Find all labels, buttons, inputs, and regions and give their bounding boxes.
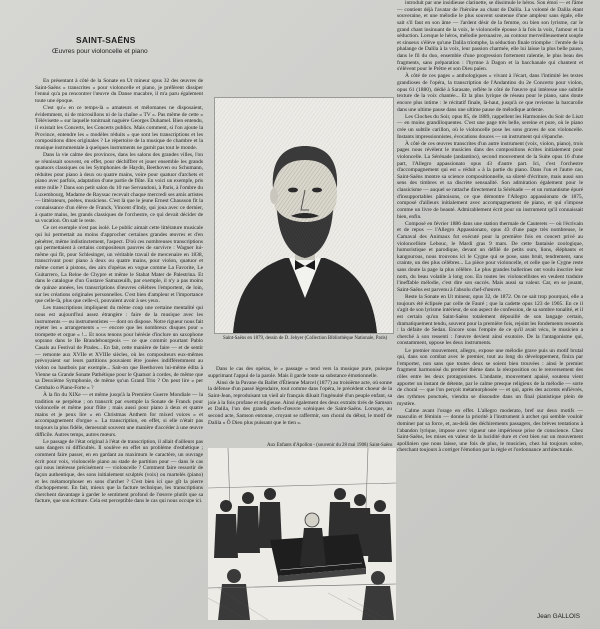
- left-text-column: [35, 78, 203, 618]
- paragraph: Dans la vie calme des provinces, dans les salons des grandes villes, l'on se réunissait souvent, en effet, pour déchiffrer et jouer ensemble les grands quatuors classiques ou les Symphonies de Haydn, Beethoven ou Schumann, réduites pour piano à deux ou quatre mains, voire pour quatuor d'archets et piano avec parfois, adaptation d'une partie de flûte. En voici un exemple, pris entre mille ? Dans son petit salon du 10 rue Servandoni, à Paris, à l'ombre du Luxembourg, Madame de Rayssac recevait chaque mercredi ses amis artistes — littérateurs, poètes, musiciens. C'est là que le jeune Ernest Chausson fit la connaissance d'un élève de Franck, Vincent d'Indy, qui joua avec ce dernier, à quatre mains, les grands classiques de l'orchestre, ce qui devait décider de sa vocation. On sait le reste.: [35, 151, 203, 225]
- salon-scene-illustration: [208, 448, 396, 620]
- paragraph: Ce cet exemple n'est pas isolé. Le public aimait cette littérature musicale qui lui permettait au moins d'approcher certaines grandes œuvres et d'en pénétrer, même indistinctement, l'aspect. D'où ces nombreuses transcriptions qui permettaient à certains compositeurs pauvres de survivre : Wagner lui-même qui fit, pour Schlesinger, un véritable travail de mercenaire en 1838, transcrivant pour piano à deux ou quatre mains, pour violon, quatuor et même cornet à pistons, des airs d'opéras en vogue comme La Favorite, Le Guitarrero, La Reine de Chypre et même le Stabat Mater de Palestrina. Et dans le catalogue d'un Gustave Samazeuilh, par exemple, il n'y a pas moins de quinze années, les transcriptions d'œuvres célèbres l'emportent, de loin, sur les créations originales personnelles. C'est bien d'ampleur et l'importance que celle-là, plus que celle-ci, pouvaient avoir à ses yeux.: [35, 225, 203, 305]
- paragraph: À la fin du XIXe — et même jusqu'à la Première Guerre Mondiale — la tradition se perpétue ; on transcrit par exemple la Sonate de Franck pour violoncelle et même pour flûte ; mais aussi pour piano à deux et quatre mains et je peux lire « en Christmas Anthem for mixed voices » et accompagnement d'orgue ». La transcription, en effet, si elle n'était pas toujours la plus fidèle, demeurait souvent une manière d'accéder à une œuvre difficile. Autres temps, autres mœurs.: [35, 391, 203, 438]
- paragraph: Calme avant l'orage en effet. L'allegro moderato, bref sur deux motifs — masculin et féminin — donne la priorité à l'instrument à archet qui semble vouloir dominer par sa force, et, au-delà des déchirements passagers, des brèves tentations à l'abandon lyrique, impose avec vigueur une impérieuse prise de conscience. Chez Saint-Saëns, les mises en valeur de la lucidité dure et c'est bien sur un mouvement apollinien que nous laisse, une fois de plus, le musicien, chez lui toujours sobre, cherchant toujours à corriger l'émotion par la règle et l'ordonnance architecturale.: [397, 407, 583, 454]
- paragraph: À côté de ces œuvres transcrites d'un autre instrument (voix, violon, piano), trois pages nous révèlent le musicien dans des compositions écrites initialement pour violoncelle. La Sérénade (andantino), second mouvement de la Suite opus 16 d'une part, l'Allegro appassionato opus 43 d'autre part. Ici, c'est l'orchestre d'accompagnement qui est « réduit » à la partie du piano. Dans l'un et l'autre cas, Saint-Saëns montre sa science compositionnelle, sa sûreté d'écriture, mais aussi son sens des timbres et sa discrète sensualité. Son admiration également pour le classicisme — auquel se rattache directement la Sérénade — et un romantisme épuré d'insupportables pâmoisons, ce que démontre l'Allegro appassionato de 1875, composé d'ailleurs initialement avec accompagnement de piano, et qui s'impose comme un livre de beauté. Admirablement écrit pour un instrument qu'il connaissait bien, enfin.: [397, 140, 583, 220]
- paragraph: En présentant à côté de la Sonate en Ut mineur opus 32 des œuvres de Saint-Saëns « transcrites » pour violoncelle et piano, je préfèrent dissiper l'ennui qu'a pu rencontrer l'œuvre du Danse macabre, il m'a paru également toute une époque.: [35, 78, 203, 104]
- composer-title: SAINT-SAËNS: [76, 35, 136, 45]
- salon-scene-drawing: [208, 448, 396, 620]
- paragraph: Dans le cas des opéras, le « passage » tend vers la musique pure, puisque supprimant l'appui de la parole. Mais il garde toute sa substance émotionnelle.: [208, 366, 392, 379]
- paragraph: Le premier mouvement, allegro, expose une mélodie grave puis un motif brutal qui, dans son combat avec le premier, tout au long du développement, finira par l'emporter, non sans que toutes deux se soient bien trouvées : ainsi le premier fragment harmonisé du premier thème dans la réexposition ou le renversement des rôles entre les deux protagonistes. L'andante, mouvement apaisé, soutenu vient apporter un instant de détente, par le calme presque religieux de la mélodie — sorte de choral — que l'on perçoit métamorphosée — et qui, après des accents enfiévrés, des rythmes ponctués, viendra se dissoudre dans un final pianistique plein de mystère.: [397, 347, 583, 407]
- right-text-column: [397, 0, 583, 612]
- paragraph: Les transcriptions impliquent du même coup une certaine mentalité qui nous est aujourd'hui assez étrangère : faire de la musique avec les instruments — ou instrumentistes — dont on dispose. Notre rigueur nous fait rejeter les « arrangements » — encore que les nombreux disques pour « trompette et orgue » !... Et nous tenons pour hérésie d'inclure un saxophone soprano dans le IIe Brandebourgeois — ce que commit pourtant Pablo Casals au Festival de Prades... En fait, cette manière de faire — et de sentir — remonte aux XVIIe et XVIIIe siècles, où les compositeurs eux-mêmes prévoyaient sur leurs partitions pouvaient être jouées indifféremment au violon ou hautbois par exemple... Sait-on que Beethoven lui-même édita à Vienne sa Grande Sonate Pathétique pour le Quatuor à cordes, de même que sa Deuxième Symphonie, de même qu'un Grand Trio ? On peut lire « per Cembalo o Piano-Forte » ?: [35, 305, 203, 391]
- works-subtitle: Œuvres pour violoncelle et piano: [52, 48, 148, 55]
- paragraph: Le passage de l'état original à l'état de transcription, il allait d'ailleurs pas sans dangers ni difficultés. Il soulève en effet un problème d'esthétique ; comment faire passer, en en gardant au maximum le caractère, un ouvrage écrit pour voix, violoncelle piano au stade de partition pour — dans le cas qui nous intéresse précisément — violoncelle ? Comment faire ressortir de façon authentique, des sons initialement sculptés (voix) ou martelés (piano) et les métamorphoser en sons d'archet ? C'est bien ici que gît la pierre d'achoppement. En fait, mieux que la facture technique, les transcriptions cherchent davantage à garder le sentiment profond de l'œuvre plutôt que sa facture, que son écriture. Cela est perceptible dans le cas qui nous occupe ici.: [35, 438, 203, 505]
- paragraph: introduit par une insidieuse clarinette, se dissimule le héros. Son émoi — et l'âme — contient déjà l'avatar de l'héroïne au chant de Dalila. La volonté de Dalila étant souveraine, et une mélodie le plus souvent soutenue d'une ampleur sans égale, elle sait s'il faut en son âme — l'ardent désir de la femme, ou bien son lyrisme, car le grand chant insinuant de la voix, le violoncelle épouse à la fois la voix, l'amour et la séduction. Lorsque le héros, mélodie persuasive, au contour merveilleusement souple et sinueux s'élève qu'une Dalila triomphe, la séduction finale triomphe : l'entrée de la phalange de Dalila à la voix, leur passion charmée, elle lui laisse la plus belle pause, dans le fil du duo, ensemble d'une progression fortement ralentie, le plus beau des fragments, sans préparation : l'hymne à Dagon et la bacchanale qui chantent et s'élèvent pour le Prêtre et son Dieu païen.: [397, 0, 583, 73]
- paragraph: C'est qu'« en ce temps-là » amateurs et mélomanes ne disposaient, évidemment, ni de microsillons ni de la chaîne « TV ». Pas même de cette « Télévisette » sur laquelle tonitruait naguère Georges Duhamel. Bien entendu, il existait les Concerts, les Concerts publics. Mais comment, si l'on ajoute la Province, entendre les « modèles réduits » que sont les transcriptions et les compositions dites originales ? Le répertoire de la musique de chambre et la musique instrumentale à quelques instruments ne garnit pas tout le monde.: [35, 105, 203, 151]
- portrait-caption: Saint-Saëns en 1879, dessin de D. Jehyer (Collection Bibliothèque Nationale, Paris): [223, 336, 388, 341]
- paragraph: Composé en février 1886 dans une station thermale de Cauterets — où l'écrivain et de repos — l'Allegro Appassionato, opus 43 d'une page très nombreuse, le Camaval des Animaux fut exécuté pour la première fois en concert privé au violoncelliste Lebouc, le Mardi gras 9 mars. De cette fantaisie zoologique, humoristique et parodique, devant un défilé de petits ours, lions, éléphants et kangourous, nous trouvons ici le Cygne qui se pose, sans bruit, tendrement, sans crainte, un des plus célèbres... La pièce pour violoncelle, et celle que le Cygne reste sans doute la page la plus célèbre. Le plus grandes ballerines ont voulu inscrire leur nom, du beau volatile à long cou. En toutes les violoncellistes en veulent traduire l'ineffable mélodie, c'est dire son succès. Mais aussi sa valeur. Car, en se jouant, Saint-Saëns est parvenu à l'absolu chef-d'œuvre.: [397, 220, 583, 293]
- portrait-drawing: [215, 98, 393, 333]
- portrait-engraving: [214, 97, 394, 334]
- paragraph: Les Cloches du Soir, opus 85, de 1889, rappellent les Harmonies du Soir de Liszt — en moins grandiloquentes. C'est une page très belle, sereine et pure, où le piano crée un subtile carillon, où le violoncelle pose les sons graves de son violoncelle. Instants impressionnistes, évocations douces — un instrument qui s'épanche.: [397, 113, 583, 140]
- scene-caption: Aux Enfants d'Apollon - (souvenir du 28 mai 1908) Saint-Saëns: [267, 443, 393, 448]
- author-signature: Jean GALLOIS: [537, 613, 580, 620]
- paragraph: Reste la Sonate en Ut mineur, opus 32, de 1872. On ne sait trop pourquoi, elle a toujours été éclipsée par celle de Fauré ; que la cadette opus 123 de 1905. En ce il s'agit de son lyrisme intérieur, de son aspect de confession, de sa sombre tonalité, et il est certain qu'un Saint-Saëns totalement dépouillé de son langage certain, dramatiquement tendu, souvent pour la première fois, rejoint les fondements ressentis : la défaite de Sedan. Encore sous l'empire de ce qu'il avait vécu, le musicien a cherché à son ressenti : l'œuvre devient ainsi exutoire. De la l'antagonisme qui, constamment, oppose les deux instruments.: [397, 294, 583, 347]
- paragraph: Ainsi de la Pavane du Ballet d'Étienne Marcel (1877) au troisième acte, où sonne la défense d'un passé légendaire, tout comme dans l'opéra, le précédent choeur de la Saint-Jean, reproduisant un vieil air français diluait l'ingénuité d'un peuple enfant, sa joie à la fois profane et religieuse. Ainsi également des deux extraits tirés de Samson et Dalila, l'un des grands chefs-d'œuvre scéniques de Saint-Saëns. Lorsque, au second acte, Samson entonne, croyant se raffermir, son choral du début, le motif de Dalila « Ô Dieu plus puissant que le tien ».: [208, 379, 392, 426]
- middle-text-column: [208, 366, 392, 441]
- paragraph: À côté de ces pages « anthologiques » vivant à l'écart, dans l'intimité les textes grandioses de l'opéra, la transcription de l'Andantino du 2e Concerto pour violon, opus 61 (1880), dédié à Sarasate, reflète le côté de l'œuvre qui intéresse une subtile texture de la voix chantée... Et la plus lyrique de réseau pour le piano, sans doute encore plus intime : le récitatif finale, là-haut, jusqu'à ce que revienne la barcarolle dans une ultime pause dans une ultime pause de mélodique ardente.: [397, 73, 583, 113]
